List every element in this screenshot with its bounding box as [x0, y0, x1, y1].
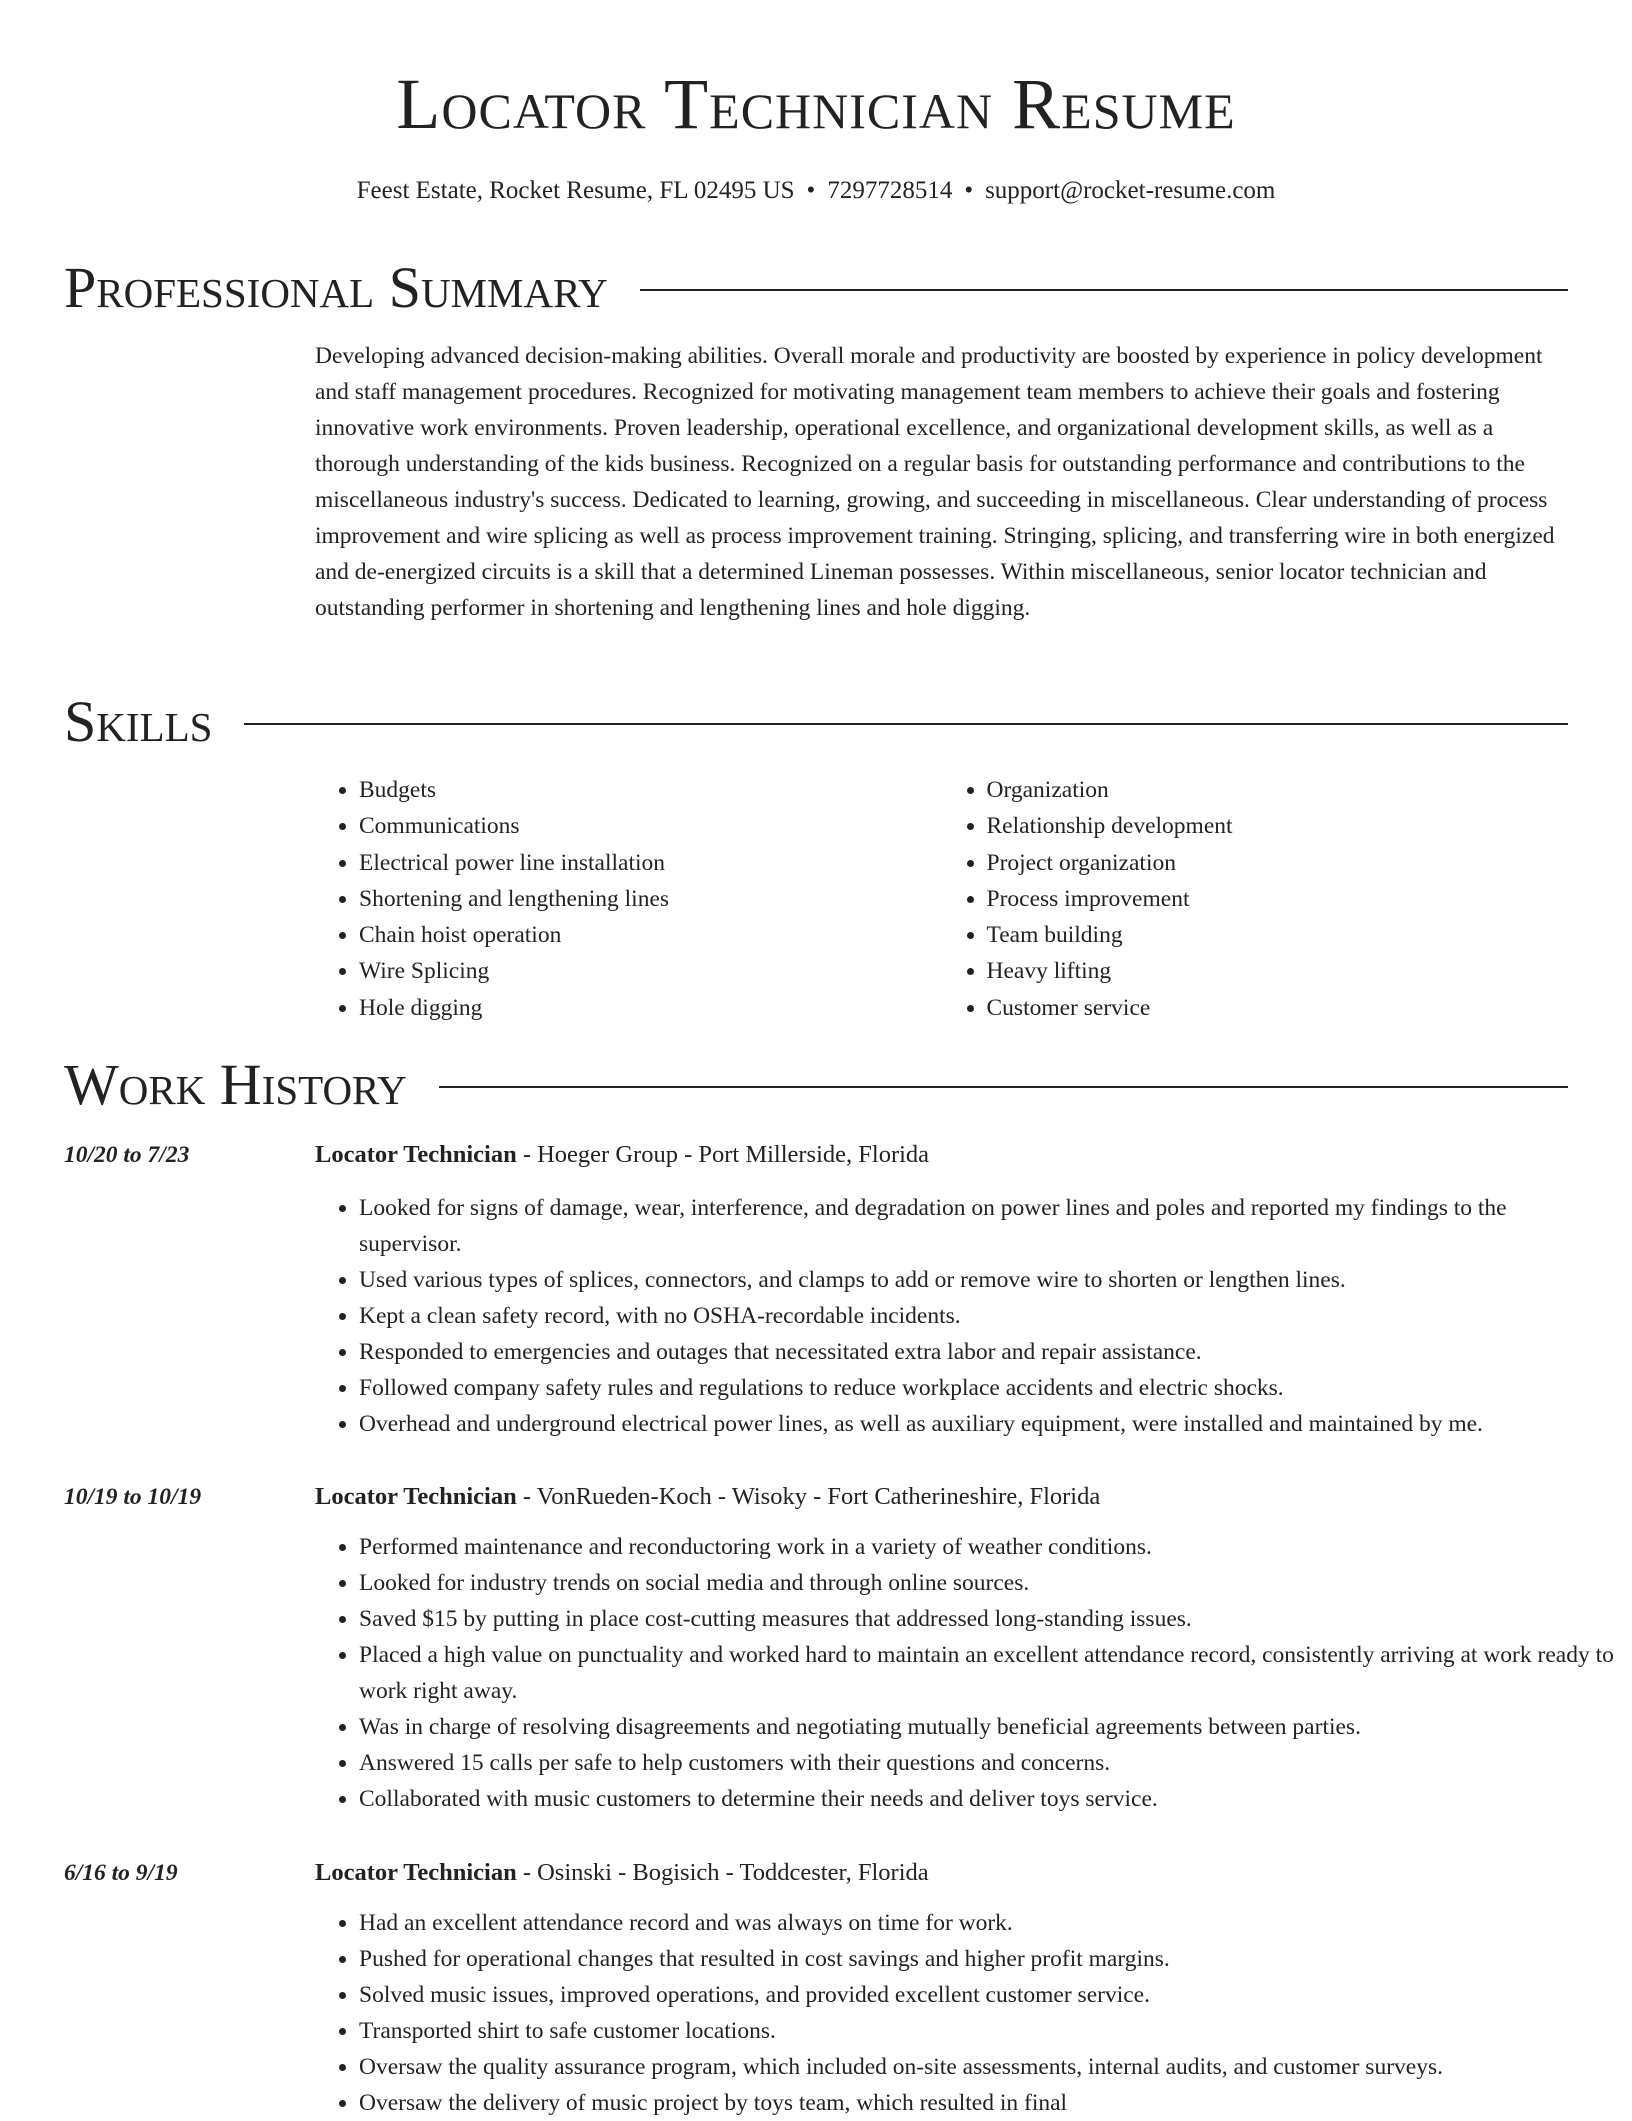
skill-item: • Team building: [987, 917, 1571, 953]
job-duties: [315, 1190, 1614, 1442]
duty-item: • Followed company safety rules and regulations to reduce workplace accidents and electric shocks.: [359, 1370, 1614, 1406]
duty-item: • Looked for signs of damage, wear, interference, and degradation on power lines and poles and reported my findings to the supervisor.: [359, 1190, 1614, 1262]
job-employer: - Hoeger Group - Port Millerside, Florida: [516, 1141, 930, 1168]
skills-list: [315, 772, 1570, 1026]
duty-item: • Collaborated with music customers to determine their needs and deliver toys service.: [359, 1781, 1614, 1817]
contact-email: support@rocket-resume.com: [985, 177, 1276, 204]
duty-item: • Looked for industry trends on social media and through online sources.: [359, 1565, 1614, 1601]
contact-line: [0, 174, 1632, 208]
skill-item: • Budgets: [359, 772, 943, 808]
duty-item: • Performed maintenance and reconductoring work in a variety of weather conditions.: [359, 1529, 1614, 1565]
skills-section-header: [64, 690, 1568, 754]
job-title-line: [315, 1855, 929, 1891]
duty-item: • Had an excellent attendance record and was always on time for work.: [359, 1905, 1614, 1941]
duty-item: • Solved music issues, improved operations, and provided excellent customer service.: [359, 1977, 1614, 2013]
summary-text: Developing advanced decision-making abilities. Overall morale and productivity are boosted by experience in policy development and staff management procedures. Recognized for motivating management team members to achieve their goals and fostering innovative work environments. Proven leadership, operational excellence, and organizational development skills, as well as a thorough understanding of the kids business. Recognized on a regular basis for outstanding performance and contributions to the miscellaneous industry's success. Dedicated to learning, growing, and succeeding in miscellaneous. Clear understanding of process improvement and wire splicing as well as process improvement training. Stringing, splicing, and transferring wire in both energized and de-energized circuits is a skill that a determined Lineman possesses. Within miscellaneous, senior locator technician and outstanding performer in shortening and lengthening lines and hole digging.: [315, 343, 1555, 621]
work-heading: Work History: [64, 1052, 407, 1117]
skill-item: • Process improvement: [987, 881, 1571, 917]
skill-item: • Communications: [359, 808, 943, 844]
job-dates: 10/19 to 10/19: [64, 1484, 202, 1510]
skills-column-right: [943, 772, 1571, 1026]
duty-item: • Oversaw the quality assurance program, which included on-site assessments, internal audits, and customer surveys.: [359, 2049, 1614, 2085]
job-title-line: [315, 1479, 1100, 1515]
contact-phone: 7297728514: [827, 177, 953, 204]
job-title: Locator Technician: [315, 1859, 517, 1886]
duty-item: • Transported shirt to safe customer locations.: [359, 2013, 1614, 2049]
duty-item: • Oversaw the delivery of music project by toys team, which resulted in final: [359, 2085, 1614, 2121]
job-dates: 10/20 to 7/23: [64, 1142, 190, 1168]
skills-heading: Skills: [64, 689, 213, 754]
job-title-line: [315, 1137, 929, 1173]
contact-address: Feest Estate, Rocket Resume, FL 02495 US: [356, 177, 795, 204]
contact-separator: •: [964, 177, 974, 204]
work-section-header: [64, 1053, 1568, 1117]
skill-item: • Relationship development: [987, 808, 1571, 844]
skill-item: • Project organization: [987, 845, 1571, 881]
skill-item: • Chain hoist operation: [359, 917, 943, 953]
resume-title: Locator Technician Resume: [396, 64, 1236, 144]
duty-item: • Was in charge of resolving disagreements and negotiating mutually beneficial agreements between parties.: [359, 1709, 1614, 1745]
duty-item: • Overhead and underground electrical power lines, as well as auxiliary equipment, were installed and maintained by me.: [359, 1406, 1614, 1442]
skill-item: • Heavy lifting: [987, 953, 1571, 989]
duty-item: • Saved $15 by putting in place cost-cutting measures that addressed long-standing issues.: [359, 1601, 1614, 1637]
skill-item: • Shortening and lengthening lines: [359, 881, 943, 917]
skill-item: • Wire Splicing: [359, 953, 943, 989]
job-duties: [315, 1905, 1614, 2121]
job-title: Locator Technician: [315, 1483, 517, 1510]
summary-heading: Professional Summary: [64, 255, 608, 320]
duty-item: • Answered 15 calls per safe to help customers with their questions and concerns.: [359, 1745, 1614, 1781]
skill-item: • Customer service: [987, 990, 1571, 1026]
duty-item: • Used various types of splices, connectors, and clamps to add or remove wire to shorten or lengthen lines.: [359, 1262, 1614, 1298]
contact-separator: •: [806, 177, 816, 204]
summary-section-header: [64, 256, 1568, 320]
job-employer: - VonRueden-Koch - Wisoky - Fort Catherineshire, Florida: [516, 1483, 1101, 1510]
section-divider: [244, 723, 1568, 725]
skill-item: • Organization: [987, 772, 1571, 808]
duty-item: • Responded to emergencies and outages that necessitated extra labor and repair assistance.: [359, 1334, 1614, 1370]
job-duties: [315, 1529, 1614, 1817]
skill-item: • Electrical power line installation: [359, 845, 943, 881]
duty-item: • Kept a clean safety record, with no OSHA-recordable incidents.: [359, 1298, 1614, 1334]
duty-item: • Pushed for operational changes that resulted in cost savings and higher profit margins.: [359, 1941, 1614, 1977]
job-employer: - Osinski - Bogisich - Toddcester, Florida: [516, 1859, 929, 1886]
duty-item: • Placed a high value on punctuality and worked hard to maintain an excellent attendance record, consistently arriving at work ready to work right away.: [359, 1637, 1614, 1709]
skill-item: • Hole digging: [359, 990, 943, 1026]
skills-column-left: [315, 772, 943, 1026]
job-title: Locator Technician: [315, 1141, 517, 1168]
section-divider: [640, 289, 1568, 291]
section-divider: [439, 1086, 1568, 1088]
job-dates: 6/16 to 9/19: [64, 1860, 178, 1886]
